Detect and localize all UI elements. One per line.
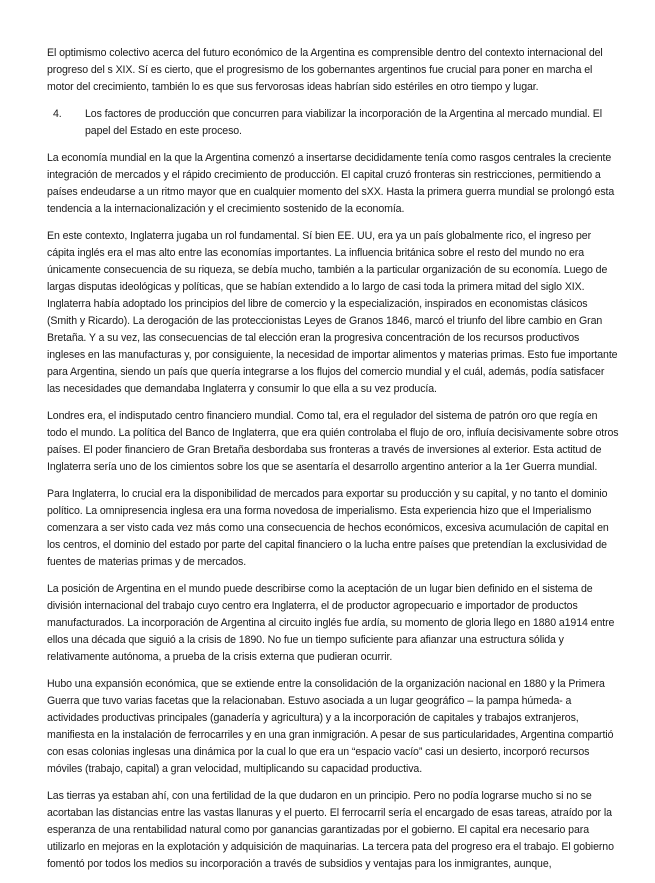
section-title: Los factores de producción que concurren para viabilizar la incorporación de la Argentina al mercado mundial. El papel del Estado en este proceso. — [85, 108, 603, 137]
paragraph-imperialism: Para Inglaterra, lo crucial era la disponibilidad de mercados para exportar su producción y su capital, y no tanto el dominio político. La omnipresencia inglesa era una forma novedosa de imperialismo. Esta experiencia hizo que el Imperialismo comenzara a ser visto cada vez más como una consecuencia de hechos económicos, excesiva acumulación de capital en los centros, el dominio del estado por parte del capital financiero o la lucha entre países que pretendían la exclusividad de fuentes de materias primas y de mercados. — [47, 488, 609, 568]
document-page — [47, 45, 619, 883]
paragraph-argentina-position: La posición de Argentina en el mundo puede describirse como la aceptación de un lugar bien definido en el sistema de división internacional del trabajo cuyo centro era Inglaterra, el de productor agropecuario e importador de productos manufacturados. La incorporación de Argentina al circuito inglés fue ardía, su momento de gloria llego en 1880 a1914 entre ellos una década que siguió a la crisis de 1890. No fue un tiempo suficiente para afianzar una estructura sólida y relativamente autónoma, a prueba de la crisis externa que pudieran ocurrir. — [47, 583, 615, 663]
section-heading — [47, 106, 619, 140]
paragraph-land-railway: Las tierras ya estaban ahí, con una fertilidad de la que dudaron en un principio. Pero no podía lograrse mucho si no se acortaban las distancias entre las vastas llanuras y el puerto. El ferrocarril sería el encargado de esas tareas, atraído por la esperanza de una rentabilidad natural como por ganancias garantizadas por el gobierno. El capital era necesario para utilizarlo en mejoras en la explotación y adquisición de maquinarias. La tercera pata del progreso era el trabajo. El gobierno fomentó por todos los medios su incorporación a través de subsidios y ventajas para los inmigrantes, aunque, — [47, 790, 614, 870]
paragraph-london-finance: Londres era, el indisputado centro financiero mundial. Como tal, era el regulador del sistema de patrón oro que regía en todo el mundo. La política del Banco de Inglaterra, que era quién controlaba el flujo de oro, influía decisivamente sobre otros países. El poder financiero de Gran Bretaña desbordaba sus fronteras a través de inversiones al exterior. Esta actitud de Inglaterra sería uno de los cimientos sobre los que se asentaría el desarrollo argentino anterior a la 1er Guerra mundial. — [47, 410, 619, 473]
section-number: 4. — [53, 108, 62, 120]
paragraph-england-role: En este contexto, Inglaterra jugaba un rol fundamental. Sí bien EE. UU, era ya un país globalmente rico, el ingreso per cápita inglés era el mas alto entre las economías importantes. La influencia británica sobre el resto del mundo no era únicamente consecuencia de su riqueza, se debía mucho, también a la particular organización de su economía. Luego de largas disputas ideológicas y políticas, que se habían extendido a lo largo de casi toda la primera mitad del siglo XIX. Inglaterra había adoptado los principios del libre de comercio y la especialización, inspirados en economistas clásicos (Smith y Ricardo). La derogación de las proteccionistas Leyes de Granos 1846, marcó el triunfo del libre cambio en Gran Bretaña. Y a su vez, las consecuencias de tal elección eran la progresiva concentración de los recursos productivos ingleses en las manufacturas y, por consiguiente, la necesidad de importar alimentos y materias primas. Esto fue importante para Argentina, siendo un país que quería integrarse a los flujos del comercio mundial y el cuál, además, podía satisfacer las necesidades que demandaba Inglaterra y consumir lo que ella a su vez producía. — [47, 230, 618, 395]
paragraph-economic-expansion: Hubo una expansión económica, que se extiende entre la consolidación de la organización nacional en 1880 y la Primera Guerra que tuvo varias facetas que la relacionaban. Estuvo asociada a un lugar geográfico – la pampa húmeda- a actividades productivas principales (ganadería y agricultura) y a la incorporación de capitales y trabajos extranjeros, manifiesta en la instalación de ferrocarriles y en una gran inmigración. A pesar de sus particularidades, Argentina compartió con esas colonias inglesas una dinámica por la cual lo que era un “espacio vacío” casi un desierto, incorporó recursos móviles (trabajo, capital) a gran velocidad, multiplicando su capacidad productiva. — [47, 678, 614, 775]
paragraph-world-economy: La economía mundial en la que la Argentina comenzó a insertarse decididamente tenía como rasgos centrales la creciente integración de mercados y el rápido crecimiento de producción. El capital cruzó fronteras sin restricciones, permitiendo a países endeudarse a un ritmo mayor que en cualquier momento del sXX. Hasta la primera guerra mundial se prolongó esta tendencia a la internacionalización y el crecimiento sostenido de la economía. — [47, 152, 615, 215]
intro-paragraph: El optimismo colectivo acerca del futuro económico de la Argentina es comprensible dentro del contexto internacional del progreso del s XIX. Sí es cierto, que el progresismo de los gobernantes argentinos fue crucial para poner en marcha el motor del crecimiento, también lo es que sus fervorosas ideas habrían sido estériles en otro tiempo y lugar. — [47, 47, 603, 93]
